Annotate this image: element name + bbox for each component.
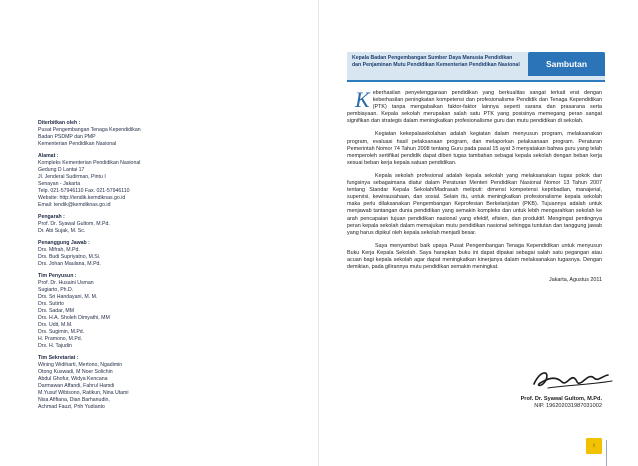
- colophon-section: [38, 153, 238, 209]
- colophon-line: Abdul Ghofur, Widya Kencana: [38, 376, 108, 382]
- paragraph-3: Kepala sekolah profesional adalah kepala sekolah yang melaksanakan tugas pokok dan fungsinya sebagaimana diatur dalam Peraturan Menteri Pendidikan Nasional Nomor 13 Tahun 2007 tentang Standar Kepala Sekolah/Madrasah meliputi: dimensi kompetensi kepribadian, manajerial, supervisi, kewirausahaan, dan sosial. Selain itu, untuk meningkatkan profesionalisme kepala sekolah maka perlu dilaksanakan Pengembangan Keprofesian Berkelanjutan (PKB). Tujuannya adalah untuk menjawab tantangan dunia pendidikan yang semakin kompleks dan untuk lebih mengarahkan sekolah ke arah pencapaian tujuan pendidikan nasional yang efektif, efisien, dan produktif. Mengingat pentingnya peran kepala sekolah dalam memajukan mutu pendidikan nasional sehingga tuntutan dan tanggung jawab yang harus dipikul oleh kepala sekolah menjadi besar.: [347, 172, 602, 236]
- signer-name: Prof. Dr. Syawal Gultom, M.Pd.: [520, 396, 602, 402]
- colophon-line: Drs. Sugimin, M.Pd.: [38, 329, 85, 335]
- date-line: Jakarta, Agustus 2011: [549, 277, 602, 284]
- colophon-line: Drs. Johan Maulana, M.Pd.: [38, 261, 101, 267]
- colophon-line: Prof. Dr. Syawal Gultom, M.Pd.: [38, 221, 110, 227]
- colophon-line: Otong Kuswadi, M Noer Solichin: [38, 369, 113, 375]
- colophon-line: Email: tendik@kemdiknas.go.id: [38, 202, 111, 208]
- colophon-line: Drs. Udit, M.M.: [38, 322, 73, 328]
- colophon-section: [38, 240, 238, 268]
- paragraph-1: [347, 87, 602, 125]
- colophon-section: [38, 273, 238, 350]
- handwritten-signature: [528, 366, 618, 392]
- colophon-line: Nisa Afifiana, Dian Barhanudin,: [38, 397, 110, 403]
- colophon-line: Drs. Sadar, MM: [38, 308, 75, 314]
- colophon-heading: Penanggung Jawab :: [38, 240, 90, 246]
- section-tab-sambutan: Sambutan: [528, 52, 605, 76]
- page-number: i: [586, 438, 602, 454]
- foreword-body: [347, 87, 602, 290]
- colophon-line: Drs. H.A. Sholeh Dimyathi, MM: [38, 315, 110, 321]
- header-strip: [347, 80, 605, 82]
- colophon-line: Dr. Abi Sujak, M. Sc.: [38, 228, 86, 234]
- colophon-heading: Tim Sekretariat :: [38, 355, 79, 361]
- colophon-section: [38, 120, 238, 148]
- colophon-section: [38, 214, 238, 235]
- colophon: [38, 120, 238, 416]
- colophon-line: Jl. Jenderal Sudirman, Pintu I: [38, 174, 106, 180]
- colophon-line: Achmad Fauzi, Prih Yudianto: [38, 404, 105, 410]
- colophon-line: Drs. Budi Supriyatno, M.Si.: [38, 254, 101, 260]
- colophon-line: Wining Widiharti, Mertono, Ngadimin: [38, 362, 123, 368]
- colophon-line: Drs. H. Tajudin: [38, 343, 72, 349]
- colophon-line: H. Pramono, M.Pd.: [38, 336, 83, 342]
- colophon-line: Drs. Sutirto: [38, 301, 64, 307]
- colophon-line: Kompleks Kementerian Pendidikan Nasional: [38, 160, 141, 166]
- colophon-line: Senayan - Jakarta: [38, 181, 81, 187]
- colophon-line: Gedung D Lantai 17: [38, 167, 85, 173]
- colophon-line: Darmawan Affandi, Fahrul Hamdi: [38, 383, 115, 389]
- colophon-line: M.Yusuf Wibisono, Ratikun, Nina Utami: [38, 390, 129, 396]
- colophon-heading: Tim Penyusun :: [38, 273, 77, 279]
- colophon-heading: Alamat :: [38, 153, 59, 159]
- colophon-line: Prof. Dr. Husaini Usman: [38, 280, 94, 286]
- colophon-line: Drs. Mifrah, M.Pd.: [38, 247, 80, 253]
- dropcap: K: [355, 87, 370, 112]
- colophon-line: Pusat Pengembangan Tenaga Kependidikan: [38, 127, 141, 133]
- colophon-line: Telp. 021-57946110 Fax. 021-57946110: [38, 188, 130, 194]
- paragraph-4: Saya menyambut baik upaya Pusat Pengembangan Tenaga Kependidikan untuk menyusun Buku Kerja Kepala Sekolah. Saya harapkan buku ini dapat dipakai sebagai salah satu pegangan atau acuan bagi kepala sekolah agar dapat meningkatkan kinerjanya dalam melaksanakan tugasnya. Dengan demikian, pada gilirannya mutu pendidikan semakin meningkat.: [347, 242, 602, 271]
- signer-nip: NIP. 196202031987031002: [534, 403, 602, 410]
- agency-title: Kepala Badan Pengembangan Sumber Daya Manusia Pendidikan dan Penjaminan Mutu Pendidikan Kementerian Pendidikan Nasional: [352, 55, 520, 68]
- colophon-line: Drs. Sri Handayani, M. M.: [38, 294, 98, 300]
- colophon-line: Badan PSDMP dan PMP: [38, 134, 96, 140]
- paragraph-1-text: eberhasilan penyelenggaraan pendidikan yang berkualitas sangat terkait erat dengan keberhasilan peningkatan kompetensi dan profesionalisme Pendidik dan Tenaga Kependidikan (PTK) tanpa mengabaikan faktor-faktor lainnya seperti sarana dan prasarana serta pembiayaan. Kepala sekolah merupakan salah satu PTK yang posisinya memegang peran sangat signifikan dan strategis dalam meningkatkan profesionalisme guru dan mutu pendidikan di sekolah.: [347, 90, 602, 125]
- paragraph-2: Kegiatan kekepalasekolahan adalah kegiatan dalam menyusun program, melaksanakan program, evaluasi hasil pelaksanaan program, dan melaporkan pelaksanaan program. Peraturan Pemerintah Nomor 74 Tahun 2008 tentang Guru pada pasal 15 ayat 3 menyatakan bahwa guru yang telah memperoleh sertifikat pendidik dapat diberi tugas tambahan sebagai kepala sekolah dengan beban kerja sesuai beban kerja kepala satuan pendidikan.: [347, 131, 602, 166]
- colophon-heading: Diterbitkan oleh :: [38, 120, 81, 126]
- crop-mark: [606, 440, 607, 466]
- colophon-line: Kementerian Pendidikan Nasional: [38, 141, 117, 147]
- colophon-heading: Pengarah :: [38, 214, 65, 220]
- colophon-section: [38, 355, 238, 411]
- colophon-line: Website: http://tendik.kemdiknas.go.id: [38, 195, 126, 201]
- signer-block: [478, 396, 602, 411]
- colophon-line: Sugiarto, Ph.D.: [38, 287, 74, 293]
